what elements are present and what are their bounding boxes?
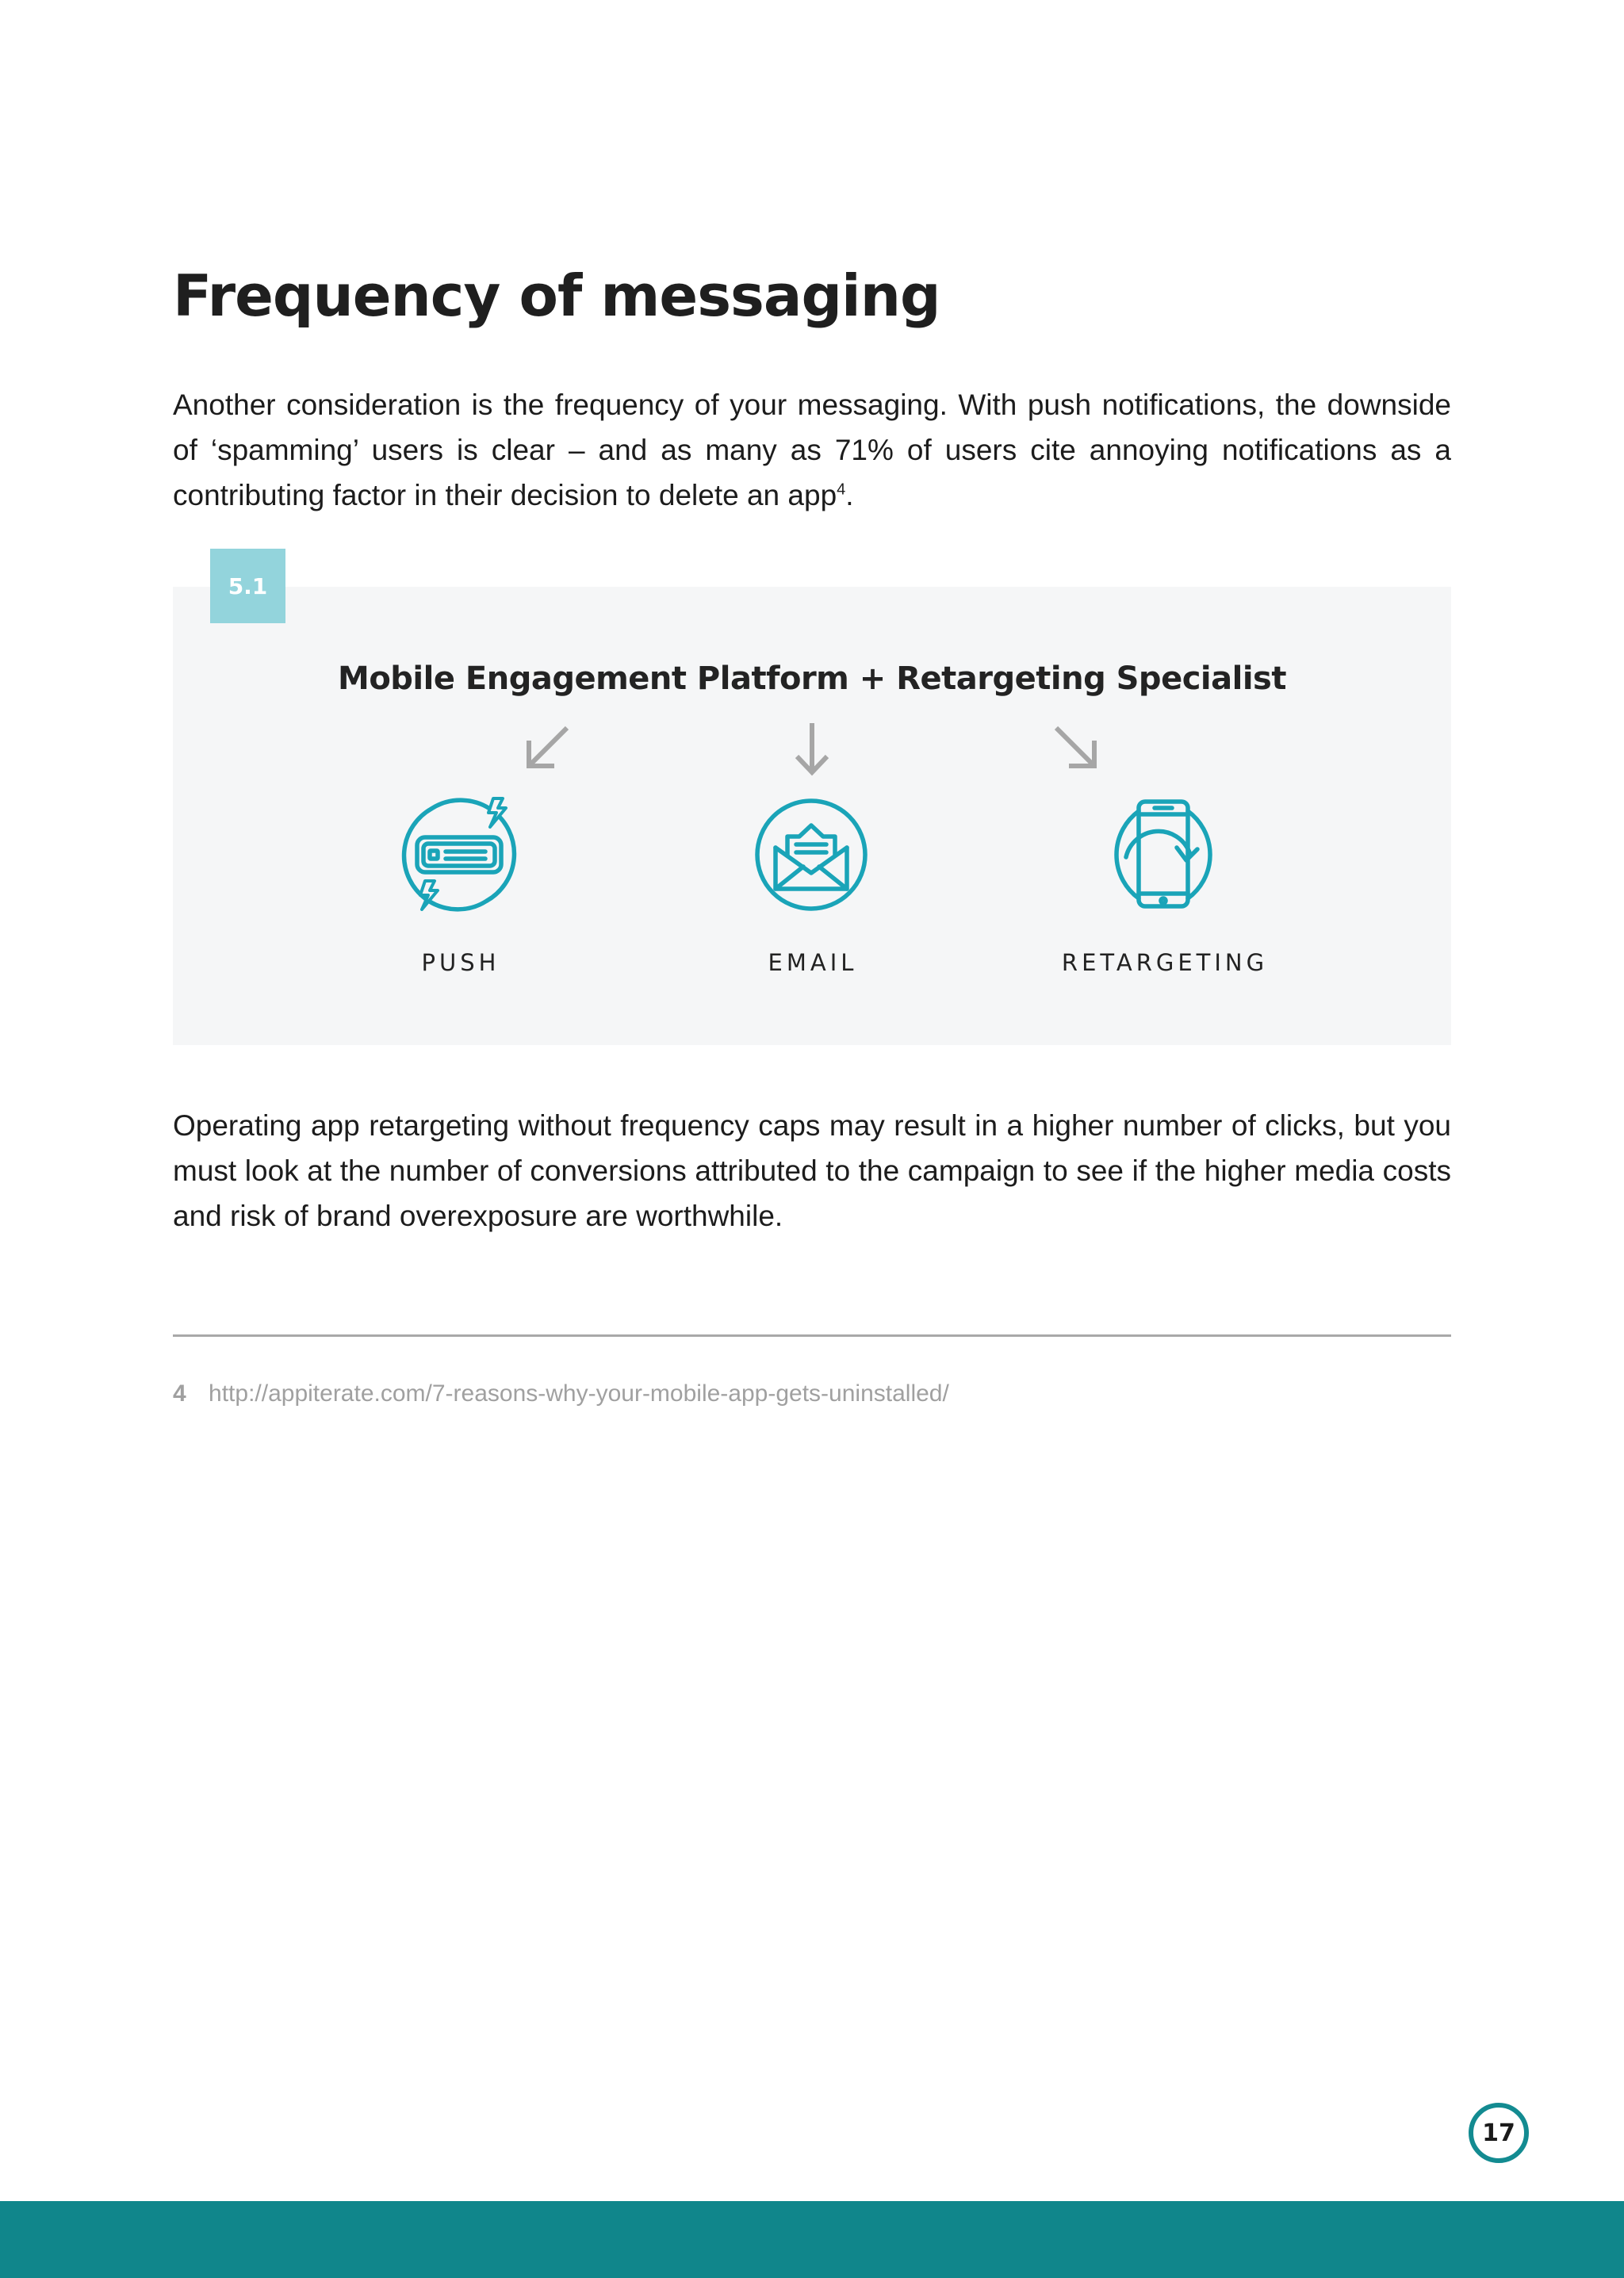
footnote-url-link[interactable]: http://appiterate.com/7-reasons-why-your-mobile-app-gets-uninstalled/ bbox=[209, 1380, 949, 1407]
arrow-down-left-icon bbox=[519, 722, 575, 777]
arrow-down-icon bbox=[784, 722, 840, 777]
body-paragraph: Operating app retargeting without frequency caps may result in a higher number of clicks, but you must look at the number of conversions attributed to the campaign to see if the higher media costs and risk of brand overexposure are worthwhile. bbox=[173, 1109, 1451, 1232]
channel-label-retargeting: RETARGETING bbox=[1061, 949, 1269, 976]
retargeting-phone-icon bbox=[1104, 795, 1223, 914]
push-notification-icon bbox=[400, 795, 519, 914]
footnote-divider bbox=[173, 1334, 1451, 1337]
page-number: 17 bbox=[1469, 2103, 1529, 2163]
page-title: Frequency of messaging bbox=[173, 262, 940, 329]
footer-bar bbox=[0, 2201, 1624, 2278]
figure-number-badge: 5.1 bbox=[210, 549, 285, 623]
channel-label-push: PUSH bbox=[421, 949, 500, 976]
footnote-reference[interactable]: 4 bbox=[837, 480, 846, 499]
intro-end: . bbox=[845, 479, 854, 511]
email-envelope-icon bbox=[752, 795, 871, 914]
footnote-number: 4 bbox=[173, 1380, 186, 1407]
intro-paragraph bbox=[173, 382, 1451, 518]
arrow-down-right-icon bbox=[1048, 722, 1104, 777]
figure-heading: Mobile Engagement Platform + Retargeting Specialist bbox=[338, 660, 1286, 697]
intro-text: Another consideration is the frequency of your messaging. With push notifications, the downside of ‘spamming’ users is clear – and as many as 71% of users cite annoying notifications as a contributing factor in their decision to delete an app bbox=[173, 389, 1451, 511]
channel-label-email: EMAIL bbox=[768, 949, 858, 976]
footnote bbox=[173, 1380, 949, 1407]
